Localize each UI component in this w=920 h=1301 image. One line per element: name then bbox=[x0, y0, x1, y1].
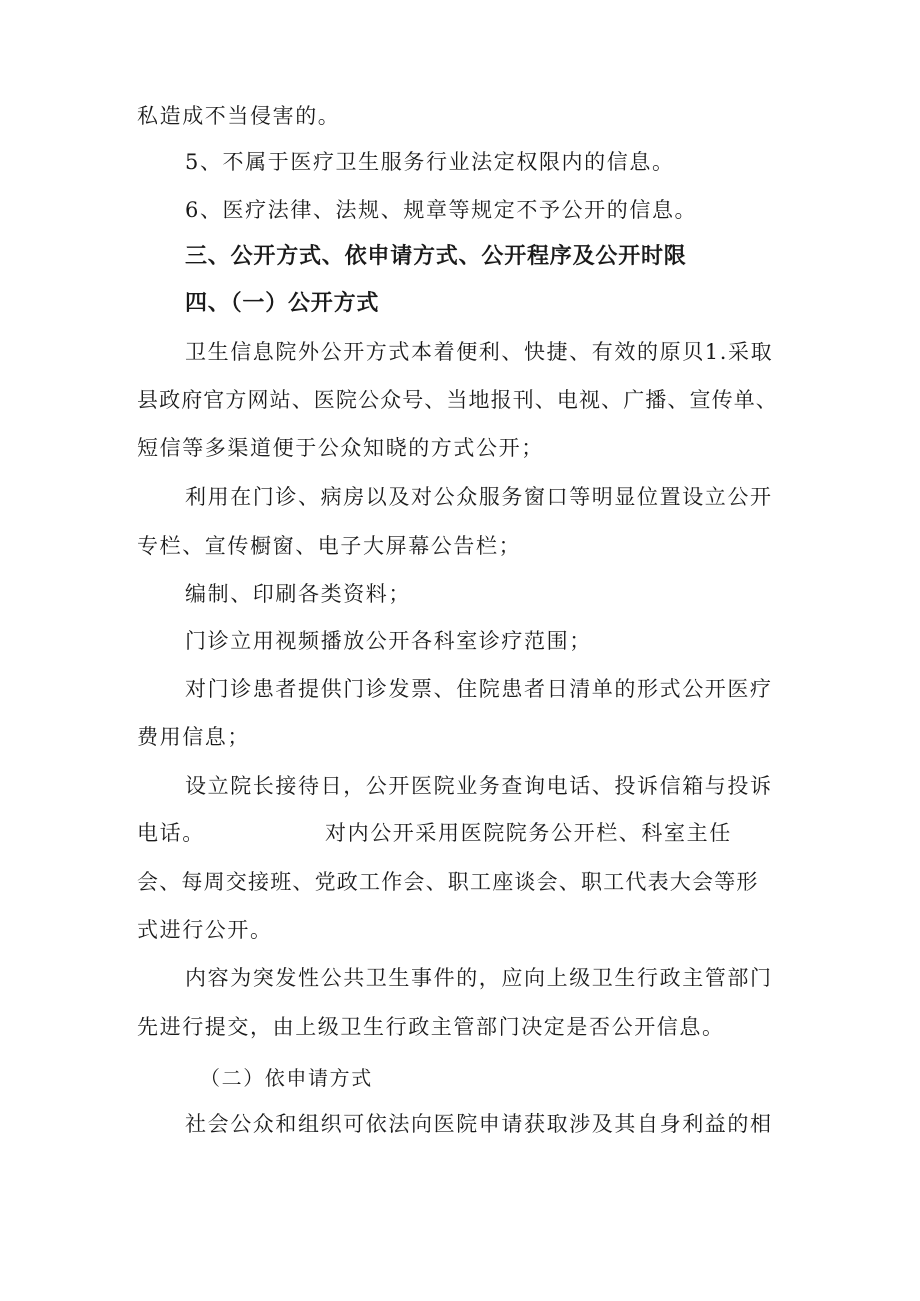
body-text-line: 内容为突发性公共卫生事件的，应向上级卫生行政主管部门 bbox=[185, 966, 773, 990]
body-text-line: 编制、印刷各类资料； bbox=[185, 582, 411, 606]
body-text-line: 社会公众和组织可依法向医院申请获取涉及其自身利益的相 bbox=[185, 1112, 773, 1136]
body-text-line: 对内公开采用医院院务公开栏、科室主任 bbox=[325, 821, 732, 845]
body-text-line: 卫生信息院外公开方式本着便利、快捷、有效的原贝1.采取 bbox=[185, 340, 774, 364]
body-text-line: 会、每周交接班、党政工作会、职工座谈会、职工代表大会等形 bbox=[137, 870, 759, 894]
body-text-line: 费用信息； bbox=[137, 725, 250, 749]
body-text-line: 利用在门诊、病房以及对公众服务窗口等明显位置设立公开 bbox=[185, 485, 773, 509]
list-item-6: 6、医疗法律、法规、规章等规定不予公开的信息。 bbox=[185, 198, 698, 222]
body-text-line: 设立院长接待日，公开医院业务查询电话、投诉信箱与投诉 bbox=[185, 774, 773, 798]
body-text-line: 式进行公开。 bbox=[137, 918, 273, 942]
body-text-line: 门诊立用视频播放公开各科室诊疗范围； bbox=[185, 629, 592, 653]
body-text-line: 对门诊患者提供门诊发票、住院患者日清单的形式公开医疗 bbox=[185, 677, 773, 701]
body-text-line: 县政府官方网站、医院公众号、当地报刊、电视、广播、宣传单、 bbox=[137, 388, 778, 412]
section-heading-3: 三、公开方式、依申请方式、公开程序及公开时限 bbox=[185, 244, 687, 269]
body-text-line: 先进行提交，由上级卫生行政主管部门决定是否公开信息。 bbox=[137, 1015, 725, 1039]
body-text-line: 电话。 bbox=[137, 821, 205, 845]
section-heading-4: 四、（一）公开方式 bbox=[185, 291, 380, 316]
list-item-5: 5、不属于医疗卫生服务行业法定权限内的信息。 bbox=[185, 150, 675, 174]
body-text-line: 专栏、宣传橱窗、电子大屏幕公告栏； bbox=[137, 534, 522, 558]
body-text-line: 短信等多渠道便于公众知晓的方式公开； bbox=[137, 436, 544, 460]
subsection-heading-2: （二）依申请方式 bbox=[200, 1066, 373, 1090]
body-text-line: 私造成不当侵害的。 bbox=[137, 104, 341, 128]
